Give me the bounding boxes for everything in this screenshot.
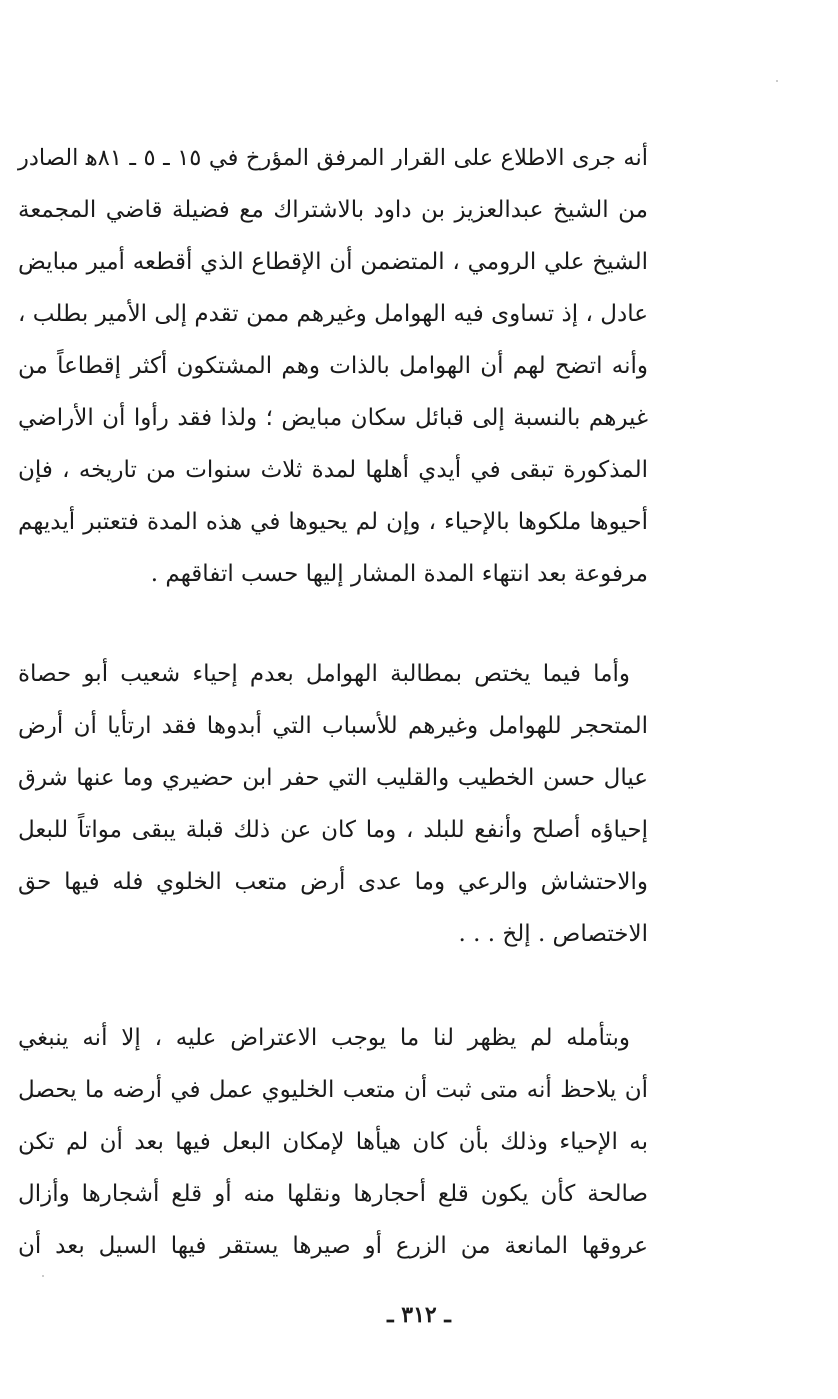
paragraph-1 [18, 132, 648, 600]
paragraph-2 [18, 648, 648, 960]
text-line: عروقها المانعة من الزرع أو صيرها يستقر فيها السيل بعد أن [18, 1233, 648, 1259]
paragraph-3 [18, 1012, 648, 1272]
scan-speck [776, 80, 778, 82]
text-line: أن يلاحظ أنه متى ثبت أن متعب الخليوي عمل في أرضه ما يحصل [18, 1077, 648, 1103]
text-line: أنه جرى الاطلاع على القرار المرفق المؤرخ في ١٥ ـ ٥ ـ ٨١ﻫ الصادر [18, 145, 649, 171]
text-line: أحيوها ملكوها بالإحياء ، وإن لم يحيوها في هذه المدة فتعتبر أيديهم [18, 509, 648, 535]
text-line: عادل ، إذ تساوى فيه الهوامل وغيرهم ممن تقدم إلى الأمير بطلب ، [18, 301, 648, 327]
text-line: وأنه اتضح لهم أن الهوامل بالذات وهم المشتكون أكثر إقطاعاً من [18, 353, 648, 379]
text-line: المذكورة تبقى في أيدي أهلها لمدة ثلاث سنوات من تاريخه ، فإن [18, 457, 648, 483]
scan-speck [42, 1275, 44, 1277]
text-line: عيال حسن الخطيب والقليب التي حفر ابن حضيري وما عنها شرق [18, 765, 648, 791]
page-number: ـ ٣١٢ ـ [387, 1302, 451, 1328]
text-line: الاختصاص . إلخ . . . [458, 921, 648, 947]
text-line: صالحة كأن يكون قلع أحجارها ونقلها منه أو قلع أشجارها وأزال [18, 1181, 648, 1207]
text-line: إحياؤه أصلح وأنفع للبلد ، وما كان عن ذلك قبلة يبقى مواتاً للبعل [18, 817, 648, 843]
text-line: الشيخ علي الرومي ، المتضمن أن الإقطاع الذي أقطعه أمير مبايض [18, 249, 648, 275]
text-line: به الإحياء وذلك بأن كان هيأها لإمكان البعل فيها بعد أن لم تكن [18, 1129, 648, 1155]
text-line: والاحتشاش والرعي وما عدى أرض متعب الخلوي فله فيها حق [18, 869, 648, 895]
text-line: المتحجر للهوامل وغيرهم للأسباب التي أبدوها فقد ارتأيا أن أرض [18, 713, 648, 739]
text-line: من الشيخ عبدالعزيز بن داود بالاشتراك مع فضيلة قاضي المجمعة [18, 197, 648, 223]
text-line: غيرهم بالنسبة إلى قبائل سكان مبايض ؛ ولذا فقد رأوا أن الأراضي [18, 405, 648, 431]
text-line: وبتأمله لم يظهر لنا ما يوجب الاعتراض عليه ، إلا أنه ينبغي [18, 1025, 630, 1051]
text-line: مرفوعة بعد انتهاء المدة المشار إليها حسب اتفاقهم . [150, 561, 648, 587]
text-line: وأما فيما يختص بمطالبة الهوامل بعدم إحياء شعيب أبو حصاة [18, 661, 630, 687]
